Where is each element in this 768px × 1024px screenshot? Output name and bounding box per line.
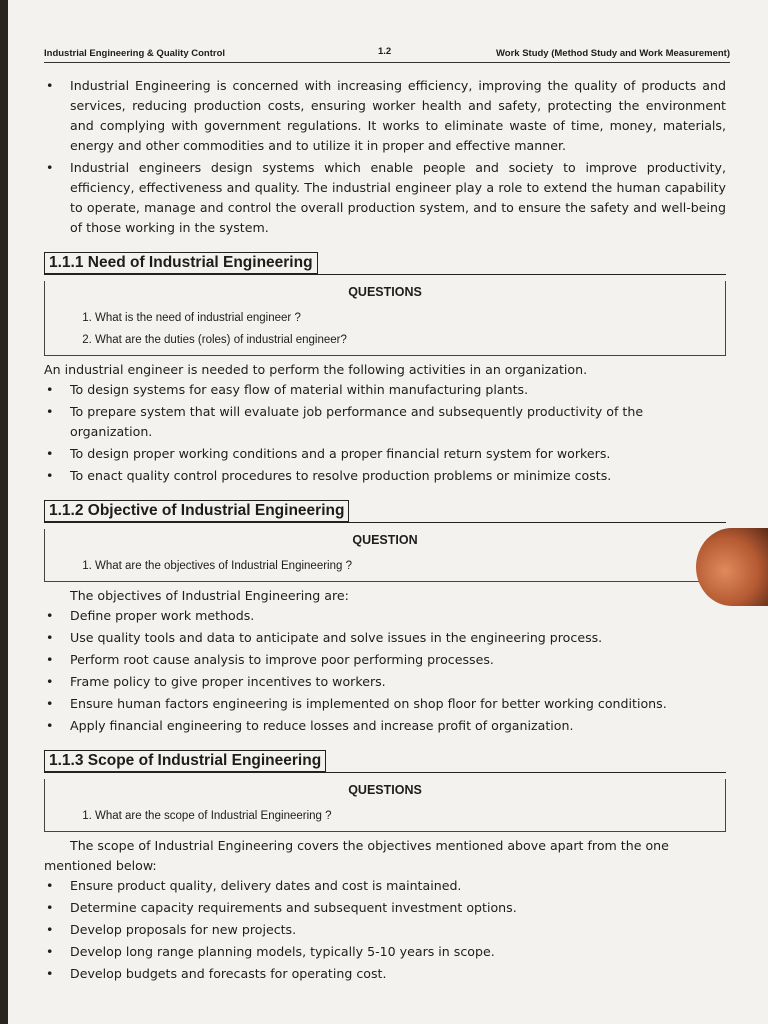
- bullet-item: • Frame policy to give proper incentives to workers.: [44, 672, 726, 692]
- bullet-item: • To prepare system that will evaluate job performance and subsequently productivity of the organization.: [46, 404, 644, 439]
- bullet-icon: •: [46, 652, 54, 667]
- bullet-icon: •: [46, 630, 54, 645]
- bullet-icon: •: [46, 922, 54, 937]
- section-bullets: [44, 380, 726, 486]
- page-content: [44, 76, 726, 986]
- bullet-item: • Develop long range planning models, typically 5-10 years in scope.: [44, 942, 726, 962]
- bullet-icon: •: [46, 944, 54, 959]
- bullet-item: • Ensure human factors engineering is implemented on shop floor for better working conditions.: [44, 694, 726, 714]
- question-item: 1. What are the objectives of Industrial Engineering ?: [95, 555, 725, 577]
- section-scope: [44, 744, 726, 984]
- bullet-icon: •: [46, 718, 54, 733]
- intro-item: • Industrial Engineering is concerned with increasing efficiency, improving the quality of products and services, reducing production costs, ensuring worker health and safety, protecting the environment and complying with government regulations. It works to eliminate waste of time, money, materials, energy and other commodities and to utilize it in proper and effective manner.: [46, 78, 726, 153]
- header-left: Industrial Engineering & Quality Control: [44, 48, 226, 59]
- section-heading: 1.1.2 Objective of Industrial Engineering: [44, 500, 349, 522]
- section-heading: 1.1.1 Need of Industrial Engineering: [44, 252, 318, 274]
- header-right: Work Study (Method Study and Work Measurement): [495, 48, 730, 59]
- questions-box: [44, 529, 726, 582]
- bullet-item: • To design systems for easy flow of material within manufacturing plants.: [44, 380, 726, 400]
- questions-list: [45, 805, 725, 827]
- intro-list: [44, 76, 726, 238]
- fingertip-image: [696, 528, 768, 606]
- bullet-icon: •: [46, 696, 54, 711]
- questions-title: QUESTIONS: [348, 783, 422, 797]
- questions-list: [45, 555, 725, 577]
- bullet-item: • Develop proposals for new projects.: [44, 920, 726, 940]
- section-rule: [44, 522, 726, 523]
- questions-title: QUESTIONS: [348, 285, 422, 299]
- bullet-icon: •: [46, 674, 54, 689]
- questions-box: [44, 281, 726, 356]
- section-lead: The scope of Industrial Engineering covers the objectives mentioned above apart from the one mentioned below:: [44, 838, 669, 873]
- page-number: 1.2: [378, 46, 392, 57]
- bullet-item: • To design proper working conditions and a proper financial return system for workers.: [44, 444, 726, 464]
- bullet-icon: •: [46, 878, 54, 893]
- bullet-icon: •: [46, 608, 54, 623]
- bullet-item: • Determine capacity requirements and subsequent investment options.: [44, 898, 726, 918]
- bullet-icon: •: [46, 78, 54, 93]
- section-objective: [44, 494, 726, 736]
- section-bullets: [44, 876, 726, 984]
- bullet-icon: •: [46, 446, 54, 461]
- questions-box: [44, 779, 726, 832]
- bullet-icon: •: [46, 966, 54, 981]
- bullet-icon: •: [46, 404, 54, 419]
- bullet-item: • Use quality tools and data to anticipate and solve issues in the engineering process.: [44, 628, 726, 648]
- section-need: [44, 246, 726, 486]
- bullet-item: • Define proper work methods.: [44, 606, 726, 626]
- question-item: 1. What is the need of industrial engineer ?: [95, 307, 725, 329]
- section-rule: [44, 772, 726, 773]
- bullet-icon: •: [46, 468, 54, 483]
- bullet-icon: •: [46, 382, 54, 397]
- bullet-item: • Develop budgets and forecasts for operating cost.: [44, 964, 726, 984]
- section-rule: [44, 274, 726, 275]
- question-item: 2. What are the duties (roles) of industrial engineer?: [95, 329, 725, 351]
- bullet-icon: •: [46, 160, 54, 175]
- question-item: 1. What are the scope of Industrial Engineering ?: [95, 805, 725, 827]
- bullet-item: • Perform root cause analysis to improve poor performing processes.: [44, 650, 726, 670]
- running-header: [44, 46, 730, 63]
- bullet-item: • Apply financial engineering to reduce losses and increase profit of organization.: [44, 716, 726, 736]
- bullet-item: • To enact quality control procedures to resolve production problems or minimize costs.: [44, 466, 726, 486]
- questions-title: QUESTION: [352, 533, 418, 547]
- section-bullets: [44, 606, 726, 736]
- intro-item: • Industrial engineers design systems which enable people and society to improve productivity, efficiency, effectiveness and quality. The industrial engineer play a role to extend the human capability to operate, manage and control the overall production system, and to ensure the safety and well-being of those working in the system.: [46, 160, 726, 235]
- questions-list: [45, 307, 725, 351]
- section-lead: The objectives of Industrial Engineering are:: [70, 588, 349, 603]
- section-lead: An industrial engineer is needed to perform the following activities in an organization.: [44, 362, 588, 377]
- book-page: [8, 0, 768, 1024]
- bullet-item: • Ensure product quality, delivery dates and cost is maintained.: [44, 876, 726, 896]
- bullet-icon: •: [46, 900, 54, 915]
- section-heading: 1.1.3 Scope of Industrial Engineering: [44, 750, 326, 772]
